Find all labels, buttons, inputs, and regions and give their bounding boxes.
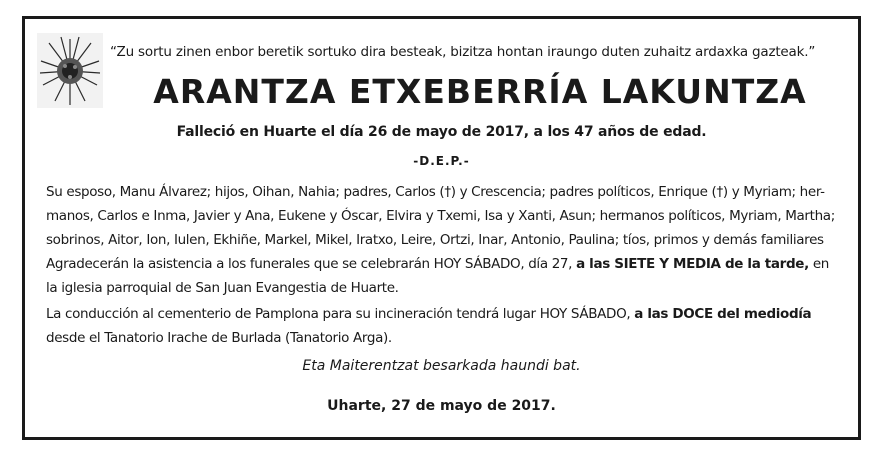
cremation-text: desde el Tanatorio Irache de Burlada (Tanatorio Arga). (46, 330, 392, 346)
dep-label: -D.E.P.- (413, 154, 470, 168)
family-line (46, 228, 852, 252)
motto-line: Eta Maiterentzat besarkada haundi bat. (302, 358, 581, 374)
cremation-paragraph (46, 302, 852, 350)
death-notice: Falleció en Huarte el día 26 de mayo de 2017, a los 47 años de edad. (176, 124, 707, 140)
family-line-text: manos, Carlos e Inma, Javier y Ana, Eukene y Óscar, Elvira y Txemi, Isa y Xanti, Asun; hermanos políticos, Myriam, Martha; (46, 208, 835, 224)
funeral-line (46, 276, 852, 300)
cremation-line (46, 302, 852, 326)
thistle-icon (37, 33, 103, 108)
family-line (46, 180, 852, 204)
cremation-time: a las DOCE del mediodía (634, 306, 812, 322)
epigraph-quote: “Zu sortu zinen enbor beretik sortuko dira besteak, bizitza hontan iraungo duten zuhaitz ardaxka gazteak.” (110, 44, 816, 60)
funeral-time: a las SIETE Y MEDIA de la tarde, (576, 256, 809, 272)
family-line (46, 204, 852, 228)
place-date: Uharte, 27 de mayo de 2017. (327, 398, 556, 414)
family-line-text: sobrinos, Aitor, Ion, Iulen, Ekhiñe, Markel, Mikel, Iratxo, Leire, Ortzi, Inar, Antonio, Paulina; tíos, primos y demás familiares (46, 232, 824, 248)
funeral-line (46, 252, 852, 276)
family-paragraph (46, 180, 852, 252)
funeral-text: la iglesia parroquial de San Juan Evangestia de Huarte. (46, 280, 399, 296)
cremation-text: La conducción al cementerio de Pamplona para su incineración tendrá lugar HOY SÁBADO, (46, 306, 635, 322)
funeral-text: Agradecerán la asistencia a los funerales que se celebrarán HOY SÁBADO, día 27, (46, 256, 577, 272)
funeral-text: en (808, 256, 829, 272)
family-line-text: Su esposo, Manu Álvarez; hijos, Oihan, Nahia; padres, Carlos (†) y Crescencia; padres políticos, Enrique (†) y Myriam; her- (46, 184, 825, 200)
cremation-line (46, 326, 852, 350)
funeral-paragraph (46, 252, 852, 300)
deceased-name: ARANTZA ETXEBERRÍA LAKUNTZA (153, 72, 807, 111)
